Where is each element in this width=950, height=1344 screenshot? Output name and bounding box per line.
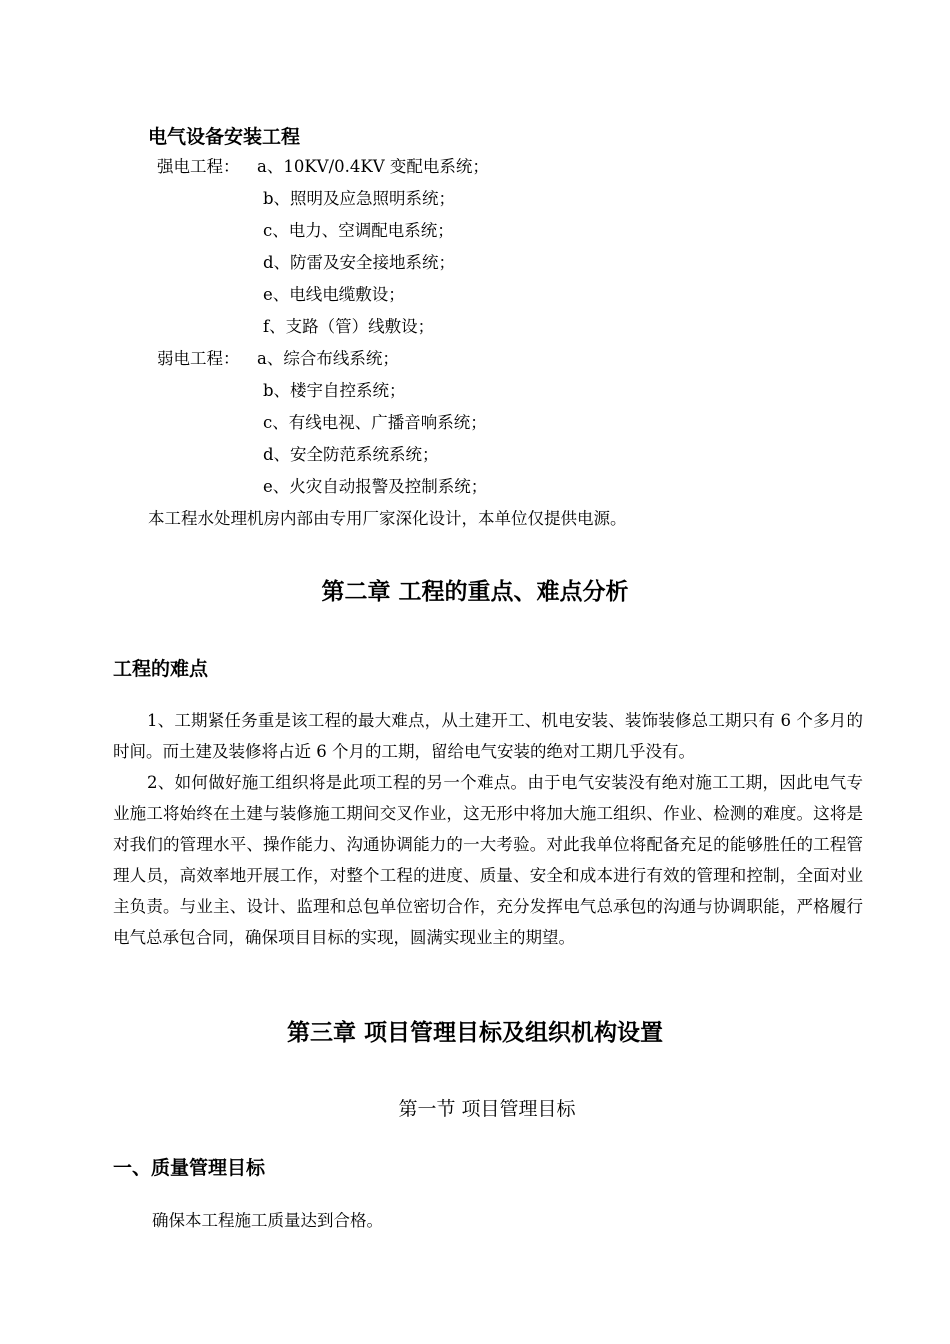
strong-current-item-f: f、支路（管）线敷设； bbox=[263, 317, 435, 336]
weak-current-item-b: b、楼宇自控系统； bbox=[263, 381, 406, 400]
water-room-note: 本工程水处理机房内部由专用厂家深化设计，本单位仅提供电源。 bbox=[148, 509, 627, 528]
difficulty-paragraph-2: 2、如何做好施工组织将是此项工程的另一个难点。由于电气安装没有绝对施工工期，因此电气专业施工将始终在土建与装修施工期间交叉作业，这无形中将加大施工组织、作业、检测的难度。这将是对我们的管理水平、操作能力、沟通协调能力的一大考验。对此我单位将配备充足的能够胜任的工程管理人员，高效率地开展工作，对整个工程的进度、质量、安全和成本进行有效的管理和控制，全面对业主负责。与业主、设计、监理和总包单位密切合作，充分发挥电气总承包的沟通与协调职能，严格履行电气总承包合同，确保项目目标的实现，圆满实现业主的期望。 bbox=[113, 773, 863, 947]
weak-current-item-c: c、有线电视、广播音响系统； bbox=[263, 413, 487, 432]
strong-current-item-c: c、电力、空调配电系统； bbox=[263, 221, 454, 240]
chapter-2-title: 第二章 工程的重点、难点分析 bbox=[321, 579, 629, 605]
strong-current-item-b: b、照明及应急照明系统； bbox=[263, 189, 456, 208]
weak-current-label: 弱电工程： bbox=[157, 349, 240, 368]
section-title-difficulties: 工程的难点 bbox=[113, 658, 209, 680]
strong-current-label: 强电工程： bbox=[157, 157, 240, 176]
difficulty-paragraph-1: 1、工期紧任务重是该工程的最大难点，从土建开工、机电安装、装饰装修总工期只有 6 个多月的时间。而土建及装修将占近 6 个月的工期，留给电气安装的绝对工期几乎没有。 bbox=[113, 711, 863, 761]
strong-current-item-e: e、电线电缆敷设； bbox=[263, 285, 405, 304]
weak-current-item-e: e、火灾自动报警及控制系统； bbox=[263, 477, 488, 496]
chapter-3-title: 第三章 项目管理目标及组织机构设置 bbox=[286, 1020, 663, 1046]
weak-current-item-a: a、综合布线系统； bbox=[257, 349, 399, 368]
strong-current-item-a: a、10KV/0.4KV 变配电系统； bbox=[257, 157, 489, 176]
subsection-title: 第一节 项目管理目标 bbox=[398, 1098, 576, 1120]
weak-current-item-d: d、安全防范系统系统； bbox=[263, 445, 439, 464]
strong-current-item-d: d、防雷及安全接地系统； bbox=[263, 253, 456, 272]
section-title-electrical: 电气设备安装工程 bbox=[148, 126, 301, 148]
quality-paragraph: 确保本工程施工质量达到合格。 bbox=[152, 1211, 383, 1230]
section-title-quality: 一、质量管理目标 bbox=[113, 1157, 266, 1179]
